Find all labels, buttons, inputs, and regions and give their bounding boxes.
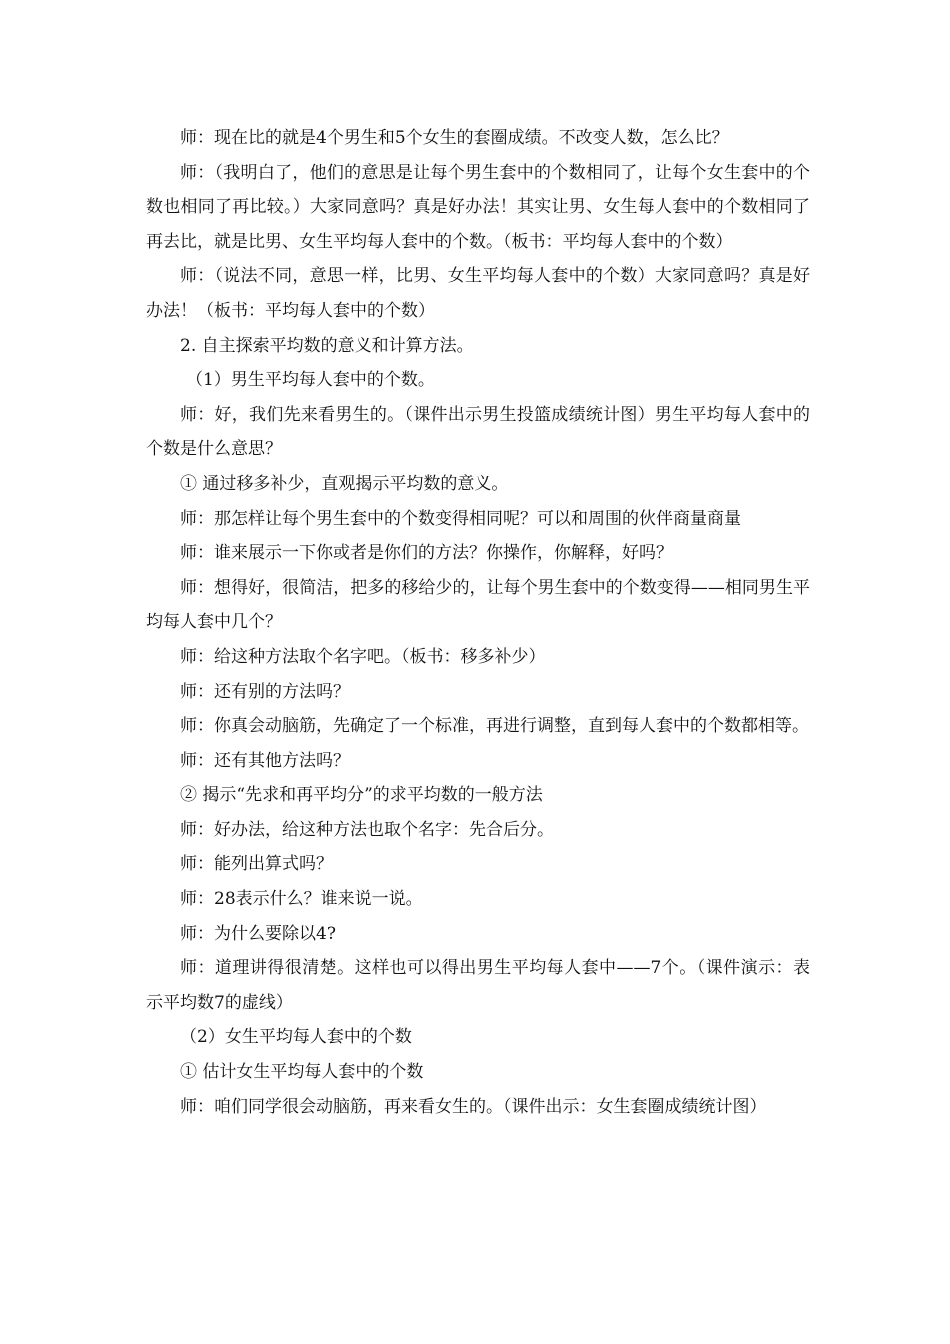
step-heading: ① 通过移多补少，直观揭示平均数的意义。: [180, 473, 509, 494]
subsection-heading: （2）女生平均每人套中的个数: [180, 1027, 412, 1048]
section-heading: 2. 自主探索平均数的意义和计算方法。: [180, 335, 474, 356]
paragraph: 师：谁来展示一下你或者是你们的方法？你操作，你解释，好吗？: [180, 543, 673, 564]
paragraph: 师：道理讲得很清楚。这样也可以得出男生平均每人套中——7个。（课件演示：表示平均数7的虚线）: [146, 958, 810, 1013]
paragraph: 师：28表示什么？谁来说一说。: [180, 889, 423, 910]
paragraph: 师：好办法，给这种方法也取个名字：先合后分。: [180, 819, 554, 840]
paragraph: 师：你真会动脑筋，先确定了一个标准，再进行调整，直到每人套中的个数都相等。: [180, 716, 809, 737]
paragraph: 师：好，我们先来看男生的。（课件出示男生投篮成绩统计图）男生平均每人套中的个数是什么意思？: [146, 404, 810, 460]
subsection-heading: （1）男生平均每人套中的个数。: [186, 370, 435, 391]
paragraph: 师：那怎样让每个男生套中的个数变得相同呢？可以和周围的伙伴商量商量: [180, 508, 741, 529]
paragraph: 师：咱们同学很会动脑筋，再来看女生的。（课件出示：女生套圈成绩统计图）: [180, 1096, 767, 1117]
paragraph: 师：想得好，很简洁，把多的移给少的，让每个男生套中的个数变得——相同男生平均每人套中几个？: [146, 577, 810, 633]
paragraph: 师：给这种方法取个名字吧。（板书：移多补少）: [180, 646, 546, 667]
step-heading: ② 揭示“先求和再平均分”的求平均数的一般方法: [180, 785, 543, 806]
paragraph: 师：还有别的方法吗？: [180, 681, 350, 702]
paragraph: 师：还有其他方法吗？: [180, 750, 350, 771]
paragraph: 师：（我明白了，他们的意思是让每个男生套中的个数相同了，让每个女生套中的个数也相同了再比较。）大家同意吗？真是好办法！其实让男、女生每人套中的个数相同了再去比，就是比男、女生平均每人套中的个数。（板书：平均每人套中的个数）: [146, 162, 810, 252]
lesson-transcript: [146, 121, 810, 1124]
paragraph: 师：为什么要除以4?: [180, 923, 336, 944]
step-heading: ① 估计女生平均每人套中的个数: [180, 1062, 424, 1083]
paragraph: 师：能列出算式吗？: [180, 854, 333, 875]
paragraph: 师：现在比的就是4个男生和5个女生的套圈成绩。不改变人数，怎么比？: [180, 128, 729, 148]
paragraph: 师：（说法不同，意思一样，比男、女生平均每人套中的个数）大家同意吗？真是好办法！（板书：平均每人套中的个数）: [146, 266, 810, 321]
